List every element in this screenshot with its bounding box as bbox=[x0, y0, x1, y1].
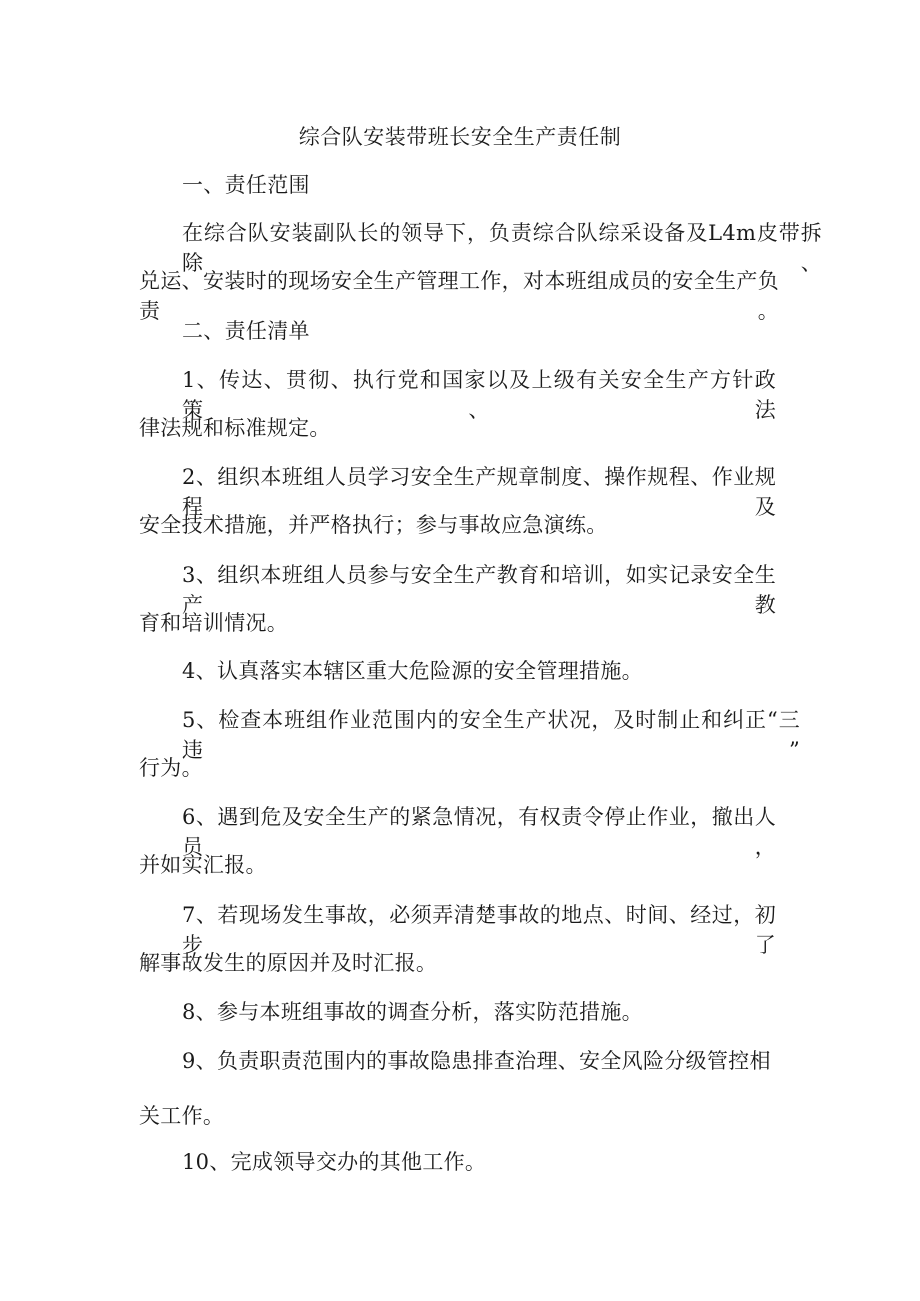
list-item-7-line-2: 解事故发生的原因并及时汇报。 bbox=[139, 951, 438, 975]
list-item-2-line-2: 安全技术措施，并严格执行；参与事故应急演练。 bbox=[139, 513, 608, 537]
list-item-8-line-1: 8、参与本班组事故的调查分析，落实防范措施。 bbox=[182, 1000, 643, 1024]
section-heading-list: 二、责任清单 bbox=[182, 319, 310, 343]
list-item-1-line-2: 律法规和标准规定。 bbox=[139, 416, 331, 440]
list-item-9-line-1: 9、负责职责范围内的事故隐患排查治理、安全风险分级管控相 bbox=[182, 1049, 771, 1073]
scope-paragraph-line-2: 兑运、安装时的现场安全生产管理工作，对本班组成员的安全生产负责。 bbox=[139, 269, 779, 323]
list-item-2-line-1: 2、组织本班组人员学习安全生产规章制度、操作规程、作业规程及 bbox=[182, 465, 776, 519]
list-item-10-line-1: 10、完成领导交办的其他工作。 bbox=[182, 1150, 487, 1174]
scope-paragraph-line-1: 在综合队安装副队长的领导下，负责综合队综采设备及L4m皮带拆除、 bbox=[182, 221, 822, 275]
list-item-3-line-1: 3、组织本班组人员参与安全生产教育和培训，如实记录安全生产教 bbox=[182, 563, 776, 617]
list-item-6-line-2: 并如实汇报。 bbox=[139, 853, 267, 877]
list-item-9-line-2: 关工作。 bbox=[139, 1104, 225, 1128]
list-item-5-line-1: 5、检查本班组作业范围内的安全生产状况，及时制止和纠正“三违” bbox=[182, 708, 800, 762]
list-item-1-line-1: 1、传达、贯彻、执行党和国家以及上级有关安全生产方针政策、法 bbox=[182, 368, 776, 422]
document-title: 综合队安装带班长安全生产责任制 bbox=[298, 125, 622, 149]
list-item-4-line-1: 4、认真落实本辖区重大危险源的安全管理措施。 bbox=[182, 659, 643, 683]
list-item-5-line-2: 行为。 bbox=[139, 756, 203, 780]
list-item-7-line-1: 7、若现场发生事故，必须弄清楚事故的地点、时间、经过，初步了 bbox=[182, 903, 776, 957]
list-item-6-line-1: 6、遇到危及安全生产的紧急情况，有权责令停止作业，撤出人员， bbox=[182, 805, 776, 859]
list-item-3-line-2: 育和培训情况。 bbox=[139, 611, 289, 635]
section-heading-scope: 一、责任范围 bbox=[182, 173, 310, 197]
